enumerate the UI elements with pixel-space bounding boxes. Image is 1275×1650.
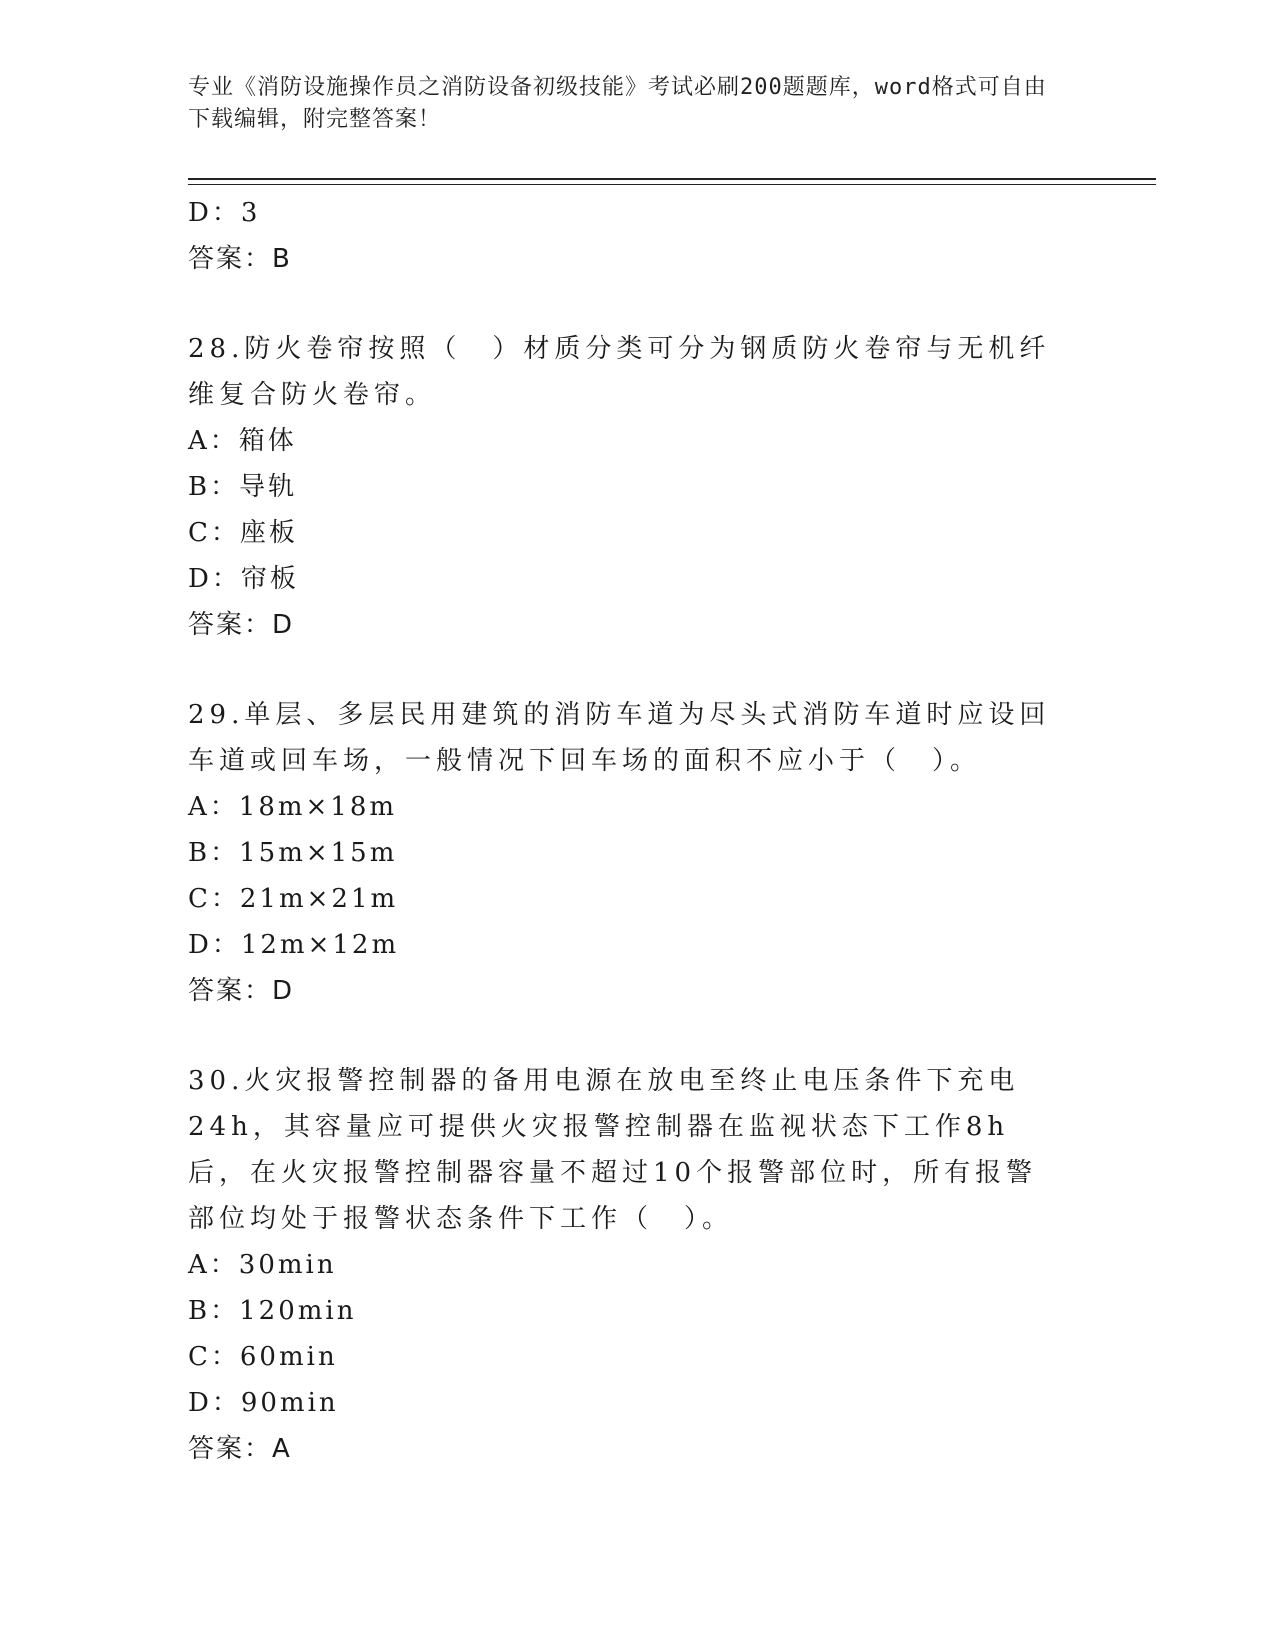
previous-option-d: D：3: [188, 198, 261, 228]
option-d: D：12m×12m: [188, 930, 400, 960]
option-a: A：18m×18m: [188, 792, 398, 822]
answer: 答案：A: [188, 1434, 292, 1464]
option-c: C：座板: [188, 518, 298, 548]
question-28: [188, 326, 1088, 648]
header-divider-thin: [188, 184, 1156, 185]
page-header: 专业《消防设施操作员之消防设备初级技能》考试必刷200题题库，word格式可自由下载编辑，附完整答案！: [188, 75, 1047, 132]
previous-answer: 答案：B: [188, 244, 292, 274]
option-c: C：60min: [188, 1342, 338, 1372]
question-29: [188, 692, 1088, 1014]
question-stem: 29.单层、多层民用建筑的消防车道为尽头式消防车道时应设回车道或回车场，一般情况下回车场的面积不应小于（ ）。: [188, 700, 1051, 776]
option-b: B：120min: [188, 1296, 357, 1326]
option-a: A：30min: [188, 1250, 337, 1280]
option-c: C：21m×21m: [188, 884, 399, 914]
header-divider: [188, 178, 1156, 180]
question-stem: 28.防火卷帘按照（ ）材质分类可分为钢质防火卷帘与无机纤维复合防火卷帘。: [188, 334, 1051, 410]
question-content: [188, 190, 1088, 1472]
option-b: B：15m×15m: [188, 838, 398, 868]
option-a: A：箱体: [188, 426, 297, 456]
answer: 答案：D: [188, 610, 295, 640]
option-d: D：90min: [188, 1388, 339, 1418]
option-d: D：帘板: [188, 564, 299, 594]
option-b: B：导轨: [188, 472, 298, 502]
question-stem: 30.火灾报警控制器的备用电源在放电至终止电压条件下充电24h，其容量应可提供火灾报警控制器在监视状态下工作8h后，在火灾报警控制器容量不超过10个报警部位时，所有报警部位均处于报警状态条件下工作（ ）。: [188, 1066, 1038, 1234]
question-30: [188, 1058, 1088, 1472]
answer: 答案：D: [188, 976, 295, 1006]
